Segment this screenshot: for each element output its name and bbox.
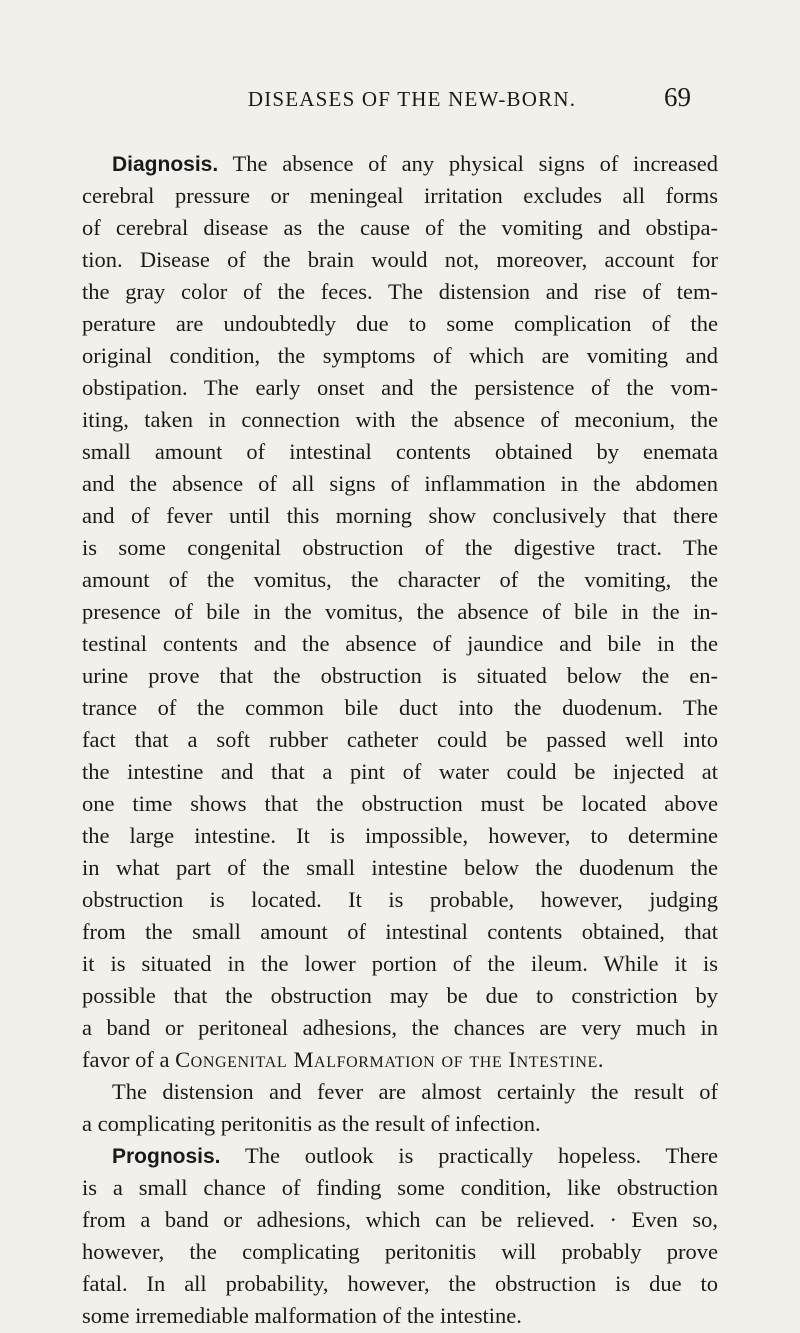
text-line: iting, taken in connection with the absence of meconium, the: [82, 407, 718, 432]
text-line: [112, 1140, 718, 1172]
text-line: is a small chance of finding some condition, like obstruction: [82, 1175, 718, 1200]
text-line: amount of the vomitus, the character of the vomiting, the: [82, 567, 718, 592]
prognosis-heading: Prognosis.: [112, 1145, 221, 1168]
text-line: the gray color of the feces. The distension and rise of tem-: [82, 279, 718, 304]
text-line: a complicating peritonitis as the result of infection.: [82, 1111, 541, 1136]
text-line: testinal contents and the absence of jaundice and bile in the: [82, 631, 718, 656]
text-line: however, the complicating peritonitis will probably prove: [82, 1239, 718, 1264]
text-line: and the absence of all signs of inflammation in the abdomen: [82, 471, 718, 496]
page-number: 69: [664, 82, 691, 112]
text-line: possible that the obstruction may be due to constriction by: [82, 983, 718, 1008]
text-line-content: The outlook is practically hopeless. There: [220, 1143, 718, 1168]
text-line-content: favor of a: [82, 1047, 176, 1072]
text-line: trance of the common bile duct into the duodenum. The: [82, 695, 718, 720]
text-line: one time shows that the obstruction must be located above: [82, 791, 718, 816]
text-line: [82, 1044, 718, 1076]
text-line: the intestine and that a pint of water could be injected at: [82, 759, 718, 784]
text-line: presence of bile in the vomitus, the absence of bile in the in-: [82, 599, 718, 624]
text-line: obstipation. The early onset and the persistence of the vom-: [82, 375, 718, 400]
text-line: The distension and fever are almost certainly the result of: [112, 1079, 718, 1104]
text-line: from the small amount of intestinal contents obtained, that: [82, 919, 718, 944]
text-line-content: The absence of any physical signs of increased: [218, 151, 718, 176]
text-line: the large intestine. It is impossible, however, to determine: [82, 823, 718, 848]
malformation-phrase: Congenital Malformation of the Intestine.: [175, 1047, 605, 1072]
text-line: original condition, the symptoms of which are vomiting and: [82, 343, 718, 368]
text-line: urine prove that the obstruction is situated below the en-: [82, 663, 718, 688]
text-line: cerebral pressure or meningeal irritation excludes all forms: [82, 183, 718, 208]
text-line: [112, 148, 718, 180]
text-line: tion. Disease of the brain would not, moreover, account for: [82, 247, 718, 272]
running-head: DISEASES OF THE NEW-BORN.: [247, 87, 577, 111]
text-line: of cerebral disease as the cause of the vomiting and obstipa-: [82, 215, 718, 240]
text-line: obstruction is located. It is probable, however, judging: [82, 887, 718, 912]
diagnosis-heading: Diagnosis.: [112, 153, 219, 176]
text-line: small amount of intestinal contents obtained by enemata: [82, 439, 718, 464]
text-line: in what part of the small intestine below the duodenum the: [82, 855, 718, 880]
text-line: some irremediable malformation of the intestine.: [82, 1303, 522, 1328]
text-line: from a band or adhesions, which can be relieved. · Even so,: [82, 1207, 718, 1232]
text-line: is some congenital obstruction of the digestive tract. The: [82, 535, 718, 560]
text-line: and of fever until this morning show conclusively that there: [82, 503, 718, 528]
text-line: it is situated in the lower portion of the ileum. While it is: [82, 951, 718, 976]
text-line: a band or peritoneal adhesions, the chances are very much in: [82, 1015, 718, 1040]
text-line: perature are undoubtedly due to some complication of the: [82, 311, 718, 336]
text-line: fatal. In all probability, however, the obstruction is due to: [82, 1271, 718, 1296]
text-line: fact that a soft rubber catheter could be passed well into: [82, 727, 718, 752]
